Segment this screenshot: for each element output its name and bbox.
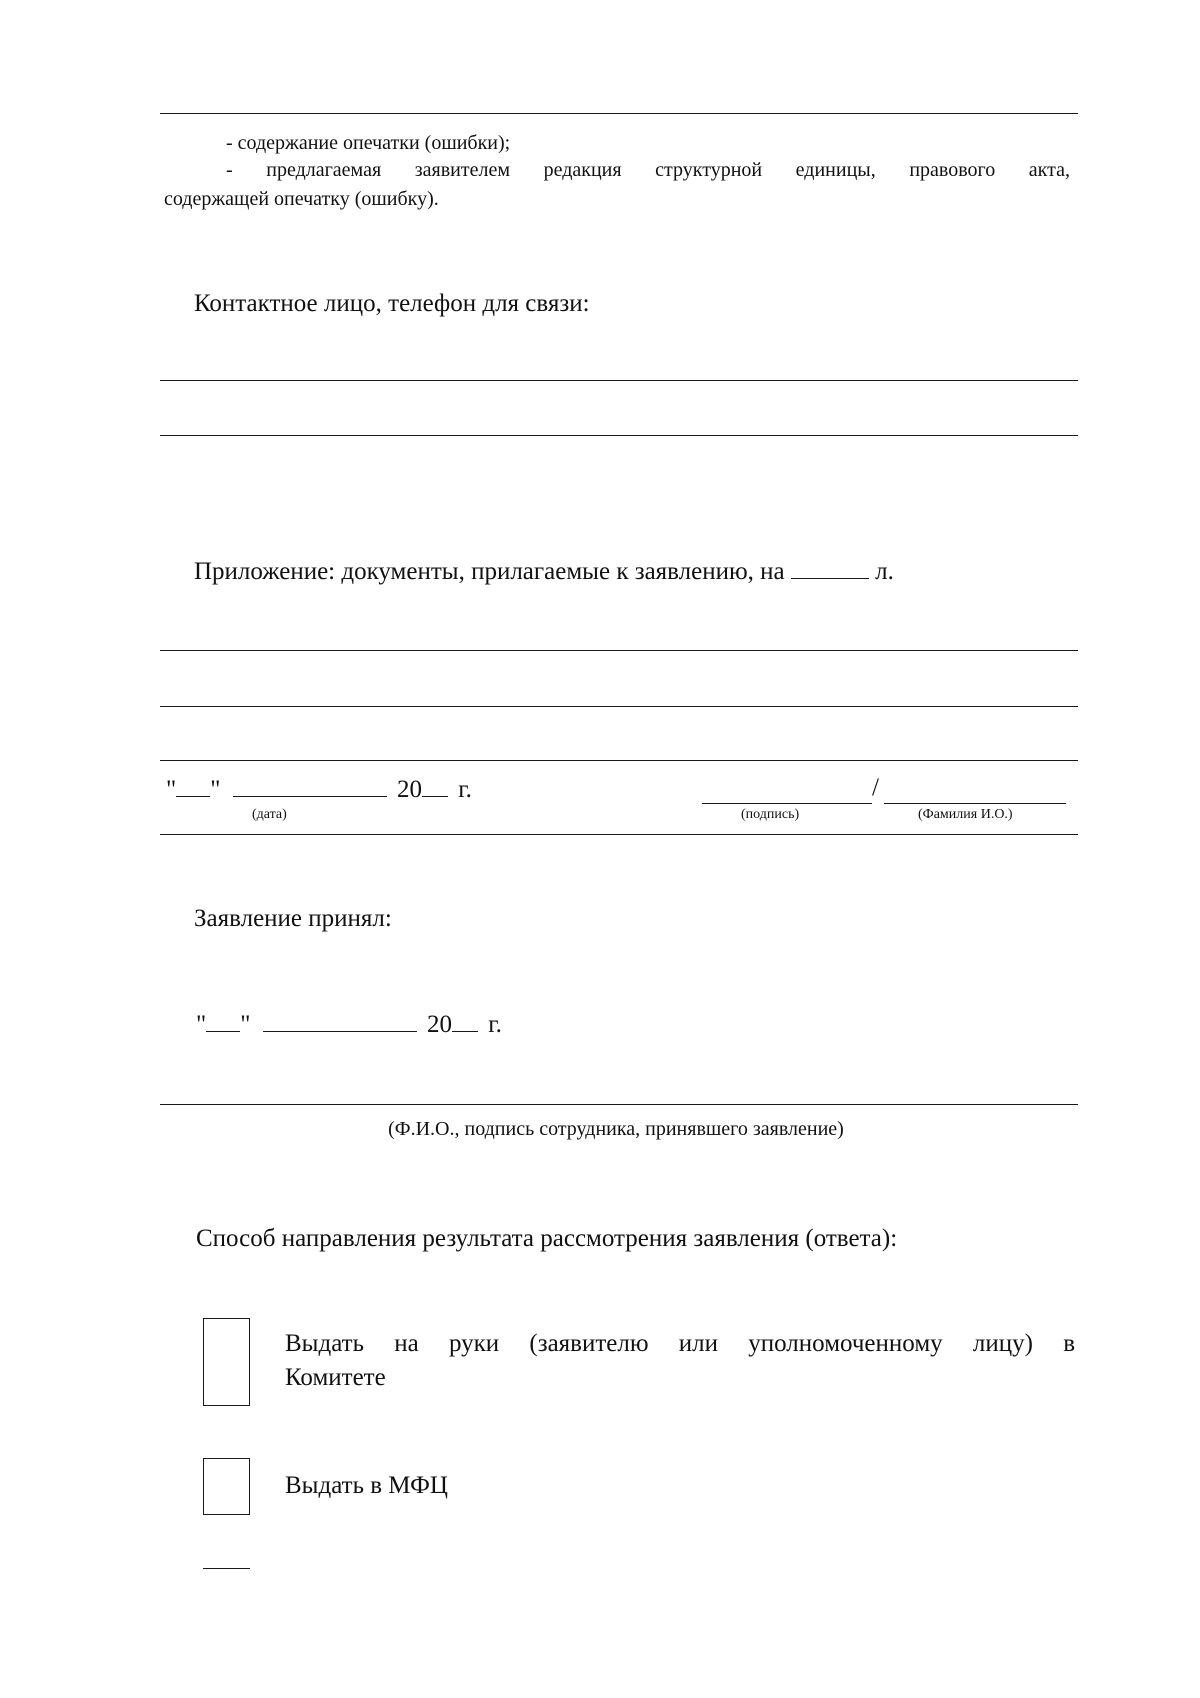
received-year-field[interactable] [452, 1009, 478, 1032]
attachment-line-2[interactable] [160, 706, 1078, 707]
signature-field[interactable] [702, 803, 872, 804]
date-caption: (дата) [252, 807, 287, 822]
applicant-year-field[interactable] [422, 774, 448, 797]
attachment-pages-unit: л. [875, 558, 894, 585]
received-year-suffix: г. [488, 1011, 502, 1038]
employee-caption: (Ф.И.О., подпись сотрудника, принявшего заявление) [388, 1118, 844, 1140]
received-day-field[interactable] [206, 1009, 240, 1032]
next-option-top-edge [203, 1568, 250, 1569]
top-rule [160, 113, 1078, 114]
applicant-name-field[interactable] [884, 803, 1066, 804]
name-caption: (Фамилия И.О.) [918, 807, 1013, 822]
date-quote-open: " [166, 776, 177, 803]
signature-caption: (подпись) [741, 807, 800, 822]
typo-item-2-continued: содержащей опечатку (ошибку). [164, 188, 439, 210]
attachment-label [194, 556, 894, 588]
signature-slash: / [872, 774, 879, 801]
option-deliver-in-mfc: Выдать в МФЦ [285, 1472, 448, 1499]
checkbox-deliver-in-committee[interactable] [203, 1318, 250, 1406]
applicant-day-field[interactable] [176, 774, 210, 797]
attachment-pages-field[interactable] [791, 556, 869, 579]
applicant-date-row [166, 774, 472, 806]
contact-label: Контактное лицо, телефон для связи: [194, 290, 590, 317]
received-label: Заявление принял: [194, 905, 392, 932]
applicant-month-field[interactable] [233, 774, 387, 797]
date-quote-close: " [210, 776, 221, 803]
checkbox-deliver-in-mfc[interactable] [203, 1458, 250, 1515]
option-deliver-in-committee-line1: Выдать на руки (заявителю или уполномоченному лицу) в [285, 1330, 1075, 1357]
contact-line-1[interactable] [160, 380, 1078, 381]
attachment-label-text: Приложение: документы, прилагаемые к заявлению, на [194, 558, 785, 585]
typo-item-1: - содержание опечатки (ошибки); [226, 132, 511, 154]
received-month-field[interactable] [263, 1009, 417, 1032]
received-quote-close: " [240, 1011, 251, 1038]
received-quote-open: " [196, 1011, 207, 1038]
applicant-year-suffix: г. [458, 776, 472, 803]
received-date-row [196, 1009, 502, 1041]
attachment-line-3[interactable] [160, 760, 1078, 761]
applicant-bottom-rule [160, 834, 1078, 835]
contact-line-2[interactable] [160, 435, 1078, 436]
option-deliver-in-committee-line2: Комитете [285, 1364, 386, 1391]
typo-item-2: - предлагаемая заявителем редакция структурной единицы, правового акта, [226, 159, 1070, 181]
received-year-prefix: 20 [426, 1011, 452, 1038]
attachment-line-1[interactable] [160, 650, 1078, 651]
employee-signature-field[interactable] [160, 1104, 1078, 1105]
delivery-label: Способ направления результата рассмотрения заявления (ответа): [196, 1225, 898, 1252]
applicant-year-prefix: 20 [396, 776, 422, 803]
